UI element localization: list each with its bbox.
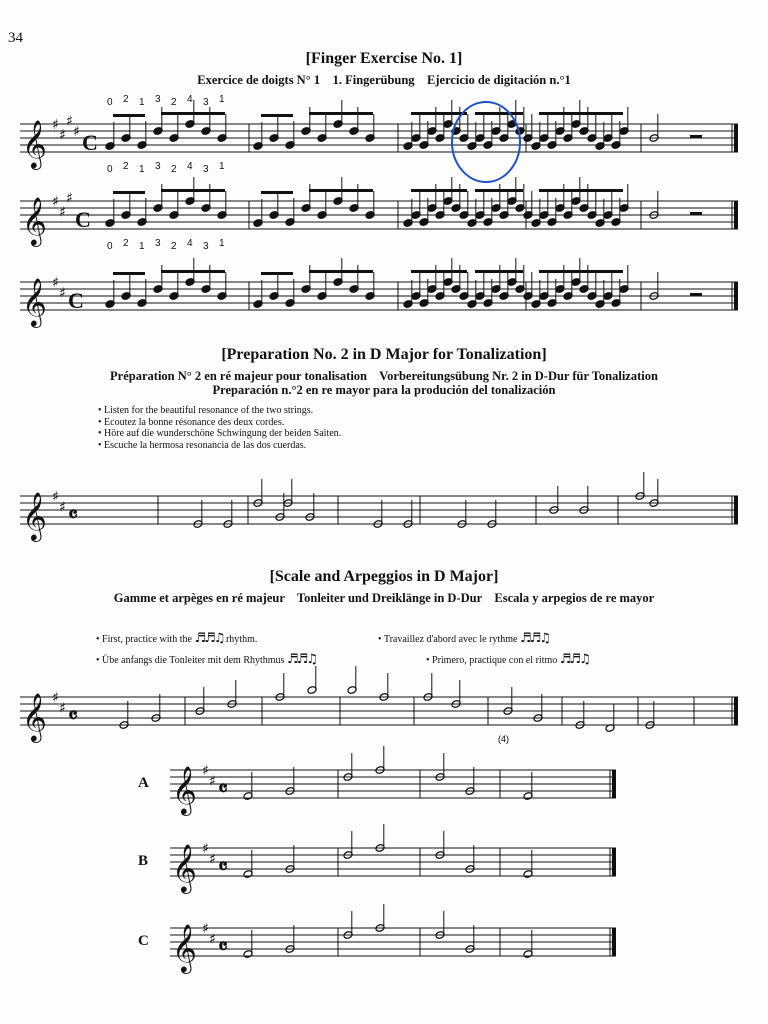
sharp-icon: ♯ xyxy=(66,113,73,130)
rhythm-es-text: Primero, practique con el ritmo xyxy=(432,655,558,666)
row-label-c: C xyxy=(138,933,149,949)
note-beam xyxy=(411,112,467,115)
final-bar xyxy=(734,697,738,725)
treble-clef-icon: 𝄞 xyxy=(172,843,197,892)
rhythm-notes-icon: ♬♬♫ xyxy=(286,652,316,667)
preparation-subtitle-1: Préparation N° 2 en ré majeur pour tonalisation Vorbereitungsübung Nr. 2 in D-Dur für Tonalization xyxy=(110,369,658,383)
row-label-b: B xyxy=(138,853,149,869)
note-beam xyxy=(161,112,225,115)
rhythm-note-en: • First, practice with the ♬♬♫ rhythm. xyxy=(96,631,258,646)
note-beam xyxy=(113,272,145,275)
sharp-icon: ♯ xyxy=(52,194,59,210)
half-rest xyxy=(690,293,702,296)
sharp-icon: ♯ xyxy=(209,931,216,948)
treble-clef-icon: 𝄞 xyxy=(22,119,47,168)
final-bar xyxy=(734,496,738,524)
rhythm-en-tail: rhythm. xyxy=(225,634,258,645)
fingering-number: 2 xyxy=(123,94,129,105)
sharp-icon: ♯ xyxy=(59,204,66,221)
final-bar xyxy=(612,928,616,956)
sharp-icon: ♯ xyxy=(66,190,73,207)
sharp-icon: ♯ xyxy=(202,841,209,857)
finger-exercise-title: [Finger Exercise No. 1] xyxy=(305,50,463,67)
fingering-number: 4 xyxy=(187,161,193,172)
treble-clef-icon: 𝄞 xyxy=(172,765,197,814)
note-beam xyxy=(261,114,293,117)
fourth-finger-mark: (4) xyxy=(498,734,509,744)
note-beam xyxy=(411,189,467,192)
rhythm-en-text: First, practice with the xyxy=(102,634,192,645)
note-beam xyxy=(309,270,373,273)
fingering-number: 4 xyxy=(187,238,193,249)
fingering-number: 3 xyxy=(203,241,209,252)
time-signature: 𝄴 xyxy=(218,854,228,879)
note-beam xyxy=(161,189,225,192)
note-beam xyxy=(261,272,293,275)
time-signature: 𝄴 xyxy=(218,934,228,959)
time-signature: 𝄴 xyxy=(68,703,78,728)
sharp-icon: ♯ xyxy=(73,124,80,140)
note-beam xyxy=(475,270,523,273)
note-beam xyxy=(475,112,523,115)
note-beam xyxy=(539,270,623,273)
note-beam xyxy=(113,114,145,117)
treble-clef-icon: 𝄞 xyxy=(172,923,197,972)
fingering-number: 3 xyxy=(155,94,161,105)
note-beam xyxy=(113,191,145,194)
fingering-number: 3 xyxy=(203,97,209,108)
sharp-icon: ♯ xyxy=(202,921,209,937)
note-beam xyxy=(261,191,293,194)
preparation-subtitle-2: Preparación n.°2 en re mayor para la produción del tonalización xyxy=(212,383,556,397)
fingering-number: 1 xyxy=(219,94,225,105)
fingering-number: 1 xyxy=(139,241,145,252)
sharp-icon: ♯ xyxy=(52,117,59,133)
treble-clef-icon: 𝄞 xyxy=(22,277,47,326)
fingering-number: 2 xyxy=(171,97,177,108)
sharp-icon: ♯ xyxy=(59,700,66,717)
sharp-icon: ♯ xyxy=(59,285,66,302)
finger-exercise-subtitle: Exercice de doigts N° 1 1. Fingerübung Ejercicio de digitación n.°1 xyxy=(197,73,571,87)
bullet-de: • Höre auf die wunderschöne Schwingung der beiden Saiten. xyxy=(98,428,341,440)
sharp-icon: ♯ xyxy=(52,275,59,291)
rhythm-fr-text: Travaillez d'abord avec le rythme xyxy=(383,634,518,645)
page-number: 34 xyxy=(8,30,23,46)
treble-clef-icon: 𝄞 xyxy=(22,196,47,245)
rhythm-note-de: • Übe anfangs die Tonleiter mit dem Rhythmus ♬♬♫ xyxy=(96,652,316,667)
fingering-number: 0 xyxy=(107,97,113,108)
sharp-icon: ♯ xyxy=(52,489,59,505)
fingering-number: 0 xyxy=(107,241,113,252)
time-signature: C xyxy=(75,207,91,232)
note-beam xyxy=(475,189,523,192)
fingering-number: 3 xyxy=(203,164,209,175)
bullet-en: • Listen for the beautiful resonance of the two strings. xyxy=(98,405,341,417)
sharp-icon: ♯ xyxy=(209,773,216,790)
note-beam xyxy=(309,112,373,115)
time-signature: 𝄴 xyxy=(68,502,78,527)
final-bar xyxy=(734,201,738,229)
half-rest xyxy=(690,135,702,138)
half-rest xyxy=(690,212,702,215)
rhythm-notes-icon: ♬♬♫ xyxy=(559,652,589,667)
rhythm-notes-icon: ♬♬♫ xyxy=(519,631,549,646)
note-beam xyxy=(539,112,623,115)
fingering-number: 2 xyxy=(171,164,177,175)
fingering-number: 2 xyxy=(123,238,129,249)
sharp-icon: ♯ xyxy=(209,851,216,868)
final-bar xyxy=(734,282,738,310)
note-beam xyxy=(539,189,623,192)
fingering-number: 1 xyxy=(219,161,225,172)
scale-title: [Scale and Arpeggios in D Major] xyxy=(269,568,499,585)
fingering-number: 1 xyxy=(219,238,225,249)
fingering-number: 4 xyxy=(187,94,193,105)
row-label-a: A xyxy=(138,775,149,791)
sharp-icon: ♯ xyxy=(59,499,66,516)
sharp-icon: ♯ xyxy=(52,690,59,706)
preparation-title: [Preparation No. 2 in D Major for Tonalization] xyxy=(221,346,547,363)
fingering-number: 2 xyxy=(171,241,177,252)
final-bar xyxy=(734,124,738,152)
final-bar xyxy=(612,848,616,876)
sharp-icon: ♯ xyxy=(202,763,209,779)
sharp-icon: ♯ xyxy=(59,127,66,144)
rhythm-de-text: Übe anfangs die Tonleiter mit dem Rhythmus xyxy=(102,655,285,666)
bullet-fr: • Ecoutez la bonne résonance des deux cordes. xyxy=(98,417,341,429)
note-beam xyxy=(411,270,467,273)
fingering-number: 2 xyxy=(123,161,129,172)
staves xyxy=(20,94,738,974)
treble-clef-icon: 𝄞 xyxy=(22,692,47,741)
fingering-number: 0 xyxy=(107,164,113,175)
fingering-number: 1 xyxy=(139,97,145,108)
note-beam xyxy=(161,270,225,273)
time-signature: C xyxy=(68,288,84,313)
scale-subtitle: Gamme et arpèges en ré majeur Tonleiter und Dreiklänge in D-Dur Escala y arpegios de re mayor xyxy=(113,591,655,605)
rhythm-note-fr: • Travaillez d'abord avec le rythme ♬♬♫ xyxy=(378,631,549,646)
treble-clef-icon: 𝄞 xyxy=(22,491,47,540)
rhythm-note-es: • Primero, practique con el ritmo ♬♬♫ xyxy=(426,652,589,667)
bullet-es: • Escuche la hermosa resonancia de las dos cuerdas. xyxy=(98,440,341,452)
final-bar xyxy=(612,770,616,798)
time-signature: 𝄴 xyxy=(218,776,228,801)
time-signature: C xyxy=(82,130,98,155)
fingering-number: 3 xyxy=(155,161,161,172)
note-beam xyxy=(309,189,373,192)
fingering-number: 1 xyxy=(139,164,145,175)
rhythm-notes-icon: ♬♬♫ xyxy=(194,631,224,646)
fingering-number: 3 xyxy=(155,238,161,249)
